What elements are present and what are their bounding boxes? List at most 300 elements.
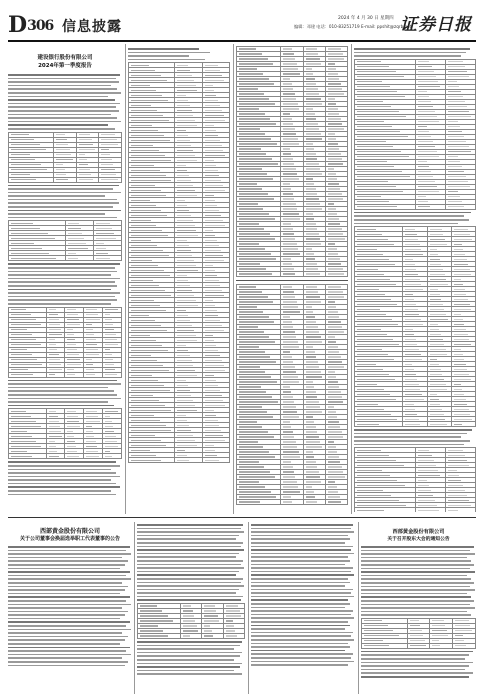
text-line (8, 575, 126, 577)
text-line (8, 85, 111, 87)
table-cell (138, 634, 181, 639)
text-line (8, 99, 115, 101)
text-line (137, 542, 243, 544)
text-line (251, 592, 351, 594)
table-row (355, 508, 476, 512)
report-column-2 (128, 46, 230, 512)
text-line (8, 117, 117, 119)
text-line (8, 611, 128, 613)
table-cell (415, 508, 445, 512)
announcement-2 (361, 522, 476, 694)
table-cell (180, 634, 201, 639)
text-line (251, 650, 345, 652)
text-line (251, 553, 354, 555)
text-line (251, 542, 345, 544)
text-line (8, 553, 131, 555)
column-divider (351, 44, 352, 514)
table-row (355, 204, 476, 209)
text-line (354, 215, 464, 217)
text-line (354, 444, 464, 446)
text-line (361, 578, 471, 580)
announcement-body (137, 524, 245, 675)
text-line (361, 614, 471, 616)
text-line (354, 52, 466, 54)
text-line (8, 625, 126, 627)
text-line (251, 571, 351, 573)
report-body-text (8, 74, 122, 495)
text-line (137, 663, 242, 665)
column-divider (125, 44, 126, 514)
table-cell (445, 204, 475, 209)
text-line (137, 560, 243, 562)
text-line (137, 571, 239, 573)
text-line (8, 192, 121, 194)
table-cell (54, 177, 77, 182)
text-line (251, 528, 351, 530)
table-cell (65, 454, 83, 459)
table-cell (65, 256, 93, 261)
text-line (354, 55, 461, 57)
text-line (8, 557, 122, 559)
text-line (8, 278, 120, 280)
text-line (137, 574, 236, 576)
announcement-body (251, 524, 355, 666)
text-line (361, 672, 473, 674)
text-line (8, 292, 120, 294)
text-line (361, 571, 475, 573)
text-line (8, 263, 120, 265)
table-cell (9, 454, 47, 459)
text-line (251, 625, 350, 627)
text-line (8, 195, 105, 197)
table-cell (129, 458, 175, 463)
text-line (361, 568, 470, 570)
text-line (251, 599, 348, 601)
report-column-3 (236, 46, 348, 512)
text-line (8, 661, 128, 663)
section-title: 信息披露 (62, 19, 122, 35)
data-table (8, 132, 122, 183)
table-cell (355, 204, 416, 209)
text-line (251, 567, 353, 569)
text-line (8, 586, 128, 588)
announcement-body (361, 546, 476, 678)
text-line (8, 281, 115, 283)
text-line (8, 185, 119, 187)
text-line (8, 479, 111, 481)
text-line (8, 589, 125, 591)
text-line (8, 564, 125, 566)
text-line (361, 586, 470, 588)
table-cell (9, 256, 66, 261)
text-line (8, 593, 120, 595)
text-line (361, 611, 467, 613)
text-line (137, 673, 242, 675)
text-line (8, 213, 105, 215)
text-line (361, 546, 474, 548)
text-line (354, 429, 472, 431)
data-table (8, 307, 122, 378)
text-line (8, 103, 120, 105)
table-cell (407, 643, 430, 648)
text-line (8, 578, 131, 580)
column-divider (248, 522, 249, 694)
table-row (9, 256, 122, 261)
text-line (251, 582, 350, 584)
table-row (138, 634, 245, 639)
data-table (361, 618, 476, 649)
text-line (8, 465, 120, 467)
table-cell (223, 634, 244, 639)
text-line (251, 664, 348, 666)
text-line (8, 636, 128, 638)
table-cell (202, 458, 229, 463)
text-line (8, 274, 111, 276)
text-line (251, 646, 350, 648)
page-number: D306 (8, 12, 54, 38)
issue-date: 2024 年 4 月 30 日 星期四 (338, 16, 394, 21)
text-line (8, 639, 125, 641)
text-line (361, 589, 475, 591)
text-line (137, 648, 234, 650)
text-line (8, 88, 117, 90)
text-line (8, 476, 120, 478)
table-cell (9, 372, 47, 377)
table-cell (355, 422, 403, 427)
table-cell (453, 643, 476, 648)
text-line (354, 433, 467, 435)
text-line (251, 564, 345, 566)
data-table (137, 603, 245, 639)
text-line (361, 676, 469, 678)
text-line (361, 560, 471, 562)
text-line (8, 74, 120, 76)
text-line (251, 596, 354, 598)
text-line (137, 666, 240, 668)
text-line (361, 600, 474, 602)
text-line (251, 639, 354, 641)
text-line (361, 665, 469, 667)
text-line (361, 582, 474, 584)
text-line (8, 380, 117, 382)
text-line (8, 383, 121, 385)
data-table (354, 59, 476, 210)
text-line (8, 289, 111, 291)
announcement-1-continued (137, 522, 245, 694)
text-line (361, 557, 467, 559)
text-line (251, 556, 348, 558)
table-cell (237, 272, 281, 277)
text-line (251, 610, 353, 612)
text-line (8, 206, 113, 208)
table-cell (9, 177, 54, 182)
text-line (251, 661, 354, 663)
text-line (8, 199, 117, 201)
text-line (251, 628, 345, 630)
text-line (354, 48, 470, 50)
text-line (8, 643, 120, 645)
text-line (137, 531, 244, 533)
text-line (8, 665, 125, 667)
text-line (8, 472, 116, 474)
table-row (237, 272, 348, 277)
text-line (8, 546, 130, 548)
text-line (8, 654, 131, 656)
text-line (361, 564, 474, 566)
text-line (8, 92, 121, 94)
text-line (137, 564, 241, 566)
section-divider (8, 517, 476, 518)
text-line (354, 219, 469, 221)
text-line (8, 596, 130, 598)
table-cell (403, 422, 427, 427)
text-line (361, 604, 470, 606)
newspaper-logo: 证券日报 (400, 15, 472, 35)
table-cell (303, 272, 325, 277)
editor-contact: 编辑：邓建 电话：010-83251719 E-mail: ppshit@zqrb.net (294, 24, 412, 29)
text-line (251, 614, 351, 616)
table-cell (427, 422, 451, 427)
table-cell (102, 372, 121, 377)
table-cell (325, 500, 347, 505)
table-cell (325, 272, 347, 277)
column-divider (134, 522, 135, 694)
text-line (8, 114, 111, 116)
text-line (354, 212, 471, 214)
text-line (251, 560, 350, 562)
text-line (137, 546, 241, 548)
text-line (354, 436, 461, 438)
text-line (8, 582, 122, 584)
text-line (8, 285, 117, 287)
text-line (251, 653, 353, 655)
header-rule (8, 40, 476, 42)
data-table (354, 226, 476, 427)
table-cell (303, 500, 325, 505)
text-line (137, 567, 244, 569)
text-line (8, 390, 114, 392)
text-line (251, 657, 351, 659)
data-table (236, 46, 348, 277)
announcement-title: 关于公司董事会换届选举职工代表董事的公告 (19, 536, 120, 542)
table-cell (93, 256, 121, 261)
announcement-title: 关于召开股东大会的通知公告 (387, 537, 450, 542)
data-table (354, 447, 476, 512)
divider (236, 280, 348, 281)
text-line (8, 394, 117, 396)
text-line (251, 538, 350, 540)
text-line (8, 303, 111, 305)
column-divider (358, 522, 359, 694)
text-line (137, 553, 239, 555)
column-divider (233, 44, 234, 514)
table-cell (47, 372, 65, 377)
report-column-1 (8, 46, 122, 512)
text-line (361, 654, 469, 656)
text-line (8, 387, 108, 389)
text-line (8, 401, 108, 403)
text-line (8, 483, 116, 485)
report-title: 2024年第一季度报告 (38, 63, 92, 69)
text-line (8, 621, 130, 623)
text-line (251, 635, 351, 637)
text-line (361, 575, 467, 577)
page-header (8, 10, 476, 38)
financial-table (128, 48, 230, 463)
table-cell (355, 508, 416, 512)
text-line (8, 398, 121, 400)
text-line (137, 659, 234, 661)
text-line (251, 524, 353, 526)
text-line (251, 546, 353, 548)
text-line (137, 652, 242, 654)
text-line (8, 296, 115, 298)
text-line (8, 210, 121, 212)
text-line (128, 48, 199, 50)
text-line (251, 632, 353, 634)
text-line (137, 578, 243, 580)
table-row (9, 454, 122, 459)
table-cell (362, 643, 408, 648)
text-line (361, 550, 470, 552)
text-line (8, 121, 121, 123)
text-line (8, 632, 122, 634)
text-line (251, 549, 351, 551)
text-line (8, 78, 116, 80)
text-line (251, 585, 345, 587)
data-table (8, 220, 122, 261)
text-line (8, 490, 111, 492)
text-line (251, 607, 345, 609)
text-line (251, 589, 353, 591)
text-line (137, 655, 240, 657)
report-column-4 (354, 46, 476, 512)
text-line (251, 578, 348, 580)
text-line (8, 299, 117, 301)
text-line (361, 596, 471, 598)
table-row (362, 643, 476, 648)
table-row (355, 422, 476, 427)
text-line (251, 621, 348, 623)
data-table (236, 284, 348, 505)
text-line (137, 670, 234, 672)
table-cell (65, 372, 83, 377)
text-line (8, 106, 116, 108)
text-line (361, 662, 473, 664)
table-cell (451, 422, 475, 427)
table-cell (202, 634, 223, 639)
text-line (361, 553, 475, 555)
text-line (128, 52, 210, 54)
text-line (251, 535, 348, 537)
table-cell (237, 500, 281, 505)
text-line (8, 550, 126, 552)
text-line (251, 643, 348, 645)
text-line (8, 600, 126, 602)
text-line (8, 607, 122, 609)
announcement-company: 西部黄金股份有限公司 (392, 529, 445, 535)
text-line (251, 617, 354, 619)
text-line (8, 614, 125, 616)
data-table (8, 408, 122, 459)
table-row (9, 372, 122, 377)
text-line (137, 592, 236, 594)
text-line (361, 607, 475, 609)
text-line (8, 81, 119, 83)
table-row (237, 500, 348, 505)
announcement-company: 西部黄金股份有限公司 (39, 528, 100, 535)
text-line (8, 604, 131, 606)
text-line (128, 59, 205, 61)
text-line (8, 647, 130, 649)
table-cell (99, 177, 122, 182)
text-line (251, 603, 350, 605)
text-line (8, 128, 115, 130)
text-line (251, 531, 354, 533)
report-company-name: 建设银行股份有限公司 (37, 55, 93, 61)
text-line (137, 535, 239, 537)
text-line (8, 571, 130, 573)
text-line (8, 486, 120, 488)
text-line (361, 658, 465, 660)
text-line (128, 55, 189, 57)
text-line (8, 217, 117, 219)
cash-flow-table (354, 48, 476, 512)
text-line (8, 124, 108, 126)
table-cell (445, 508, 475, 512)
text-line (137, 528, 241, 530)
text-line (361, 593, 467, 595)
text-line (8, 267, 115, 269)
announcement-1-continued (251, 522, 355, 694)
table-cell (415, 204, 445, 209)
text-line (251, 574, 354, 576)
data-table (128, 62, 230, 463)
balance-sheet-table (236, 46, 348, 505)
announcement-body (8, 546, 132, 666)
table-cell (430, 643, 453, 648)
text-line (8, 271, 117, 273)
table-row (129, 458, 230, 463)
announcement-1 (8, 522, 132, 694)
text-line (137, 524, 243, 526)
text-line (8, 405, 114, 407)
text-line (137, 549, 244, 551)
text-line (137, 538, 236, 540)
table-cell (83, 372, 102, 377)
text-line (137, 585, 244, 587)
text-line (137, 556, 236, 558)
text-line (8, 202, 119, 204)
text-line (8, 461, 116, 463)
text-line (8, 650, 126, 652)
text-line (8, 188, 113, 190)
text-line (8, 657, 122, 659)
table-cell (281, 272, 303, 277)
text-line (137, 582, 241, 584)
table-cell (47, 454, 65, 459)
text-line (8, 560, 128, 562)
text-line (361, 669, 465, 671)
table-row (9, 177, 122, 182)
text-line (8, 96, 108, 98)
table-cell (175, 458, 202, 463)
text-line (8, 618, 120, 620)
text-line (8, 110, 119, 112)
text-line (8, 629, 131, 631)
text-line (354, 223, 458, 225)
text-line (361, 651, 473, 653)
